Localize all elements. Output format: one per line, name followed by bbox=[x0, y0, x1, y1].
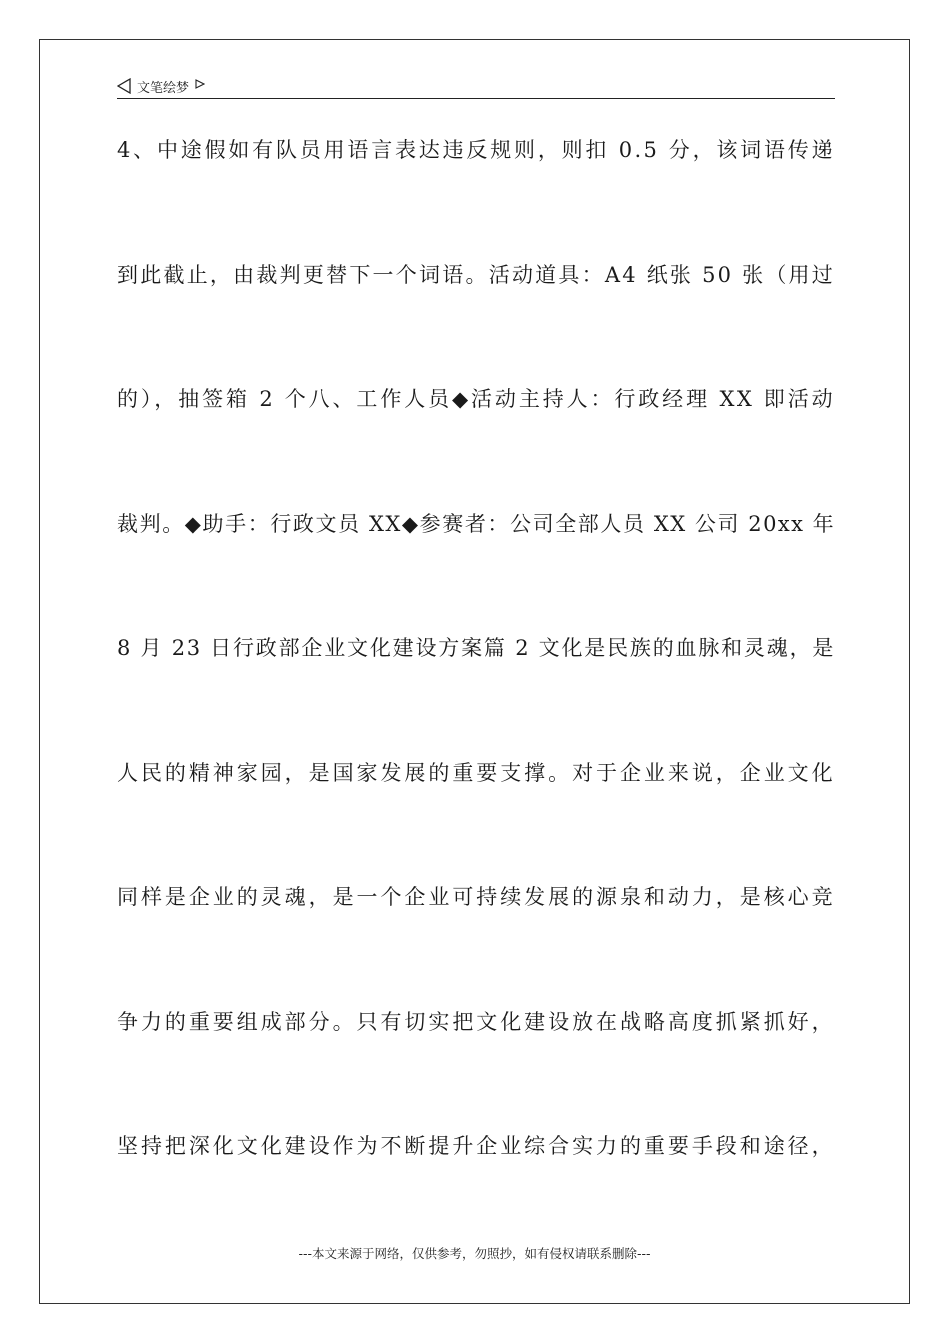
text-line: 同样是企业的灵魂，是一个企业可持续发展的源泉和动力，是核心竞 bbox=[117, 885, 835, 909]
body-text bbox=[117, 128, 835, 1249]
triangle-left-icon bbox=[117, 78, 131, 94]
text-line: 8 月 23 日行政部企业文化建设方案篇 2 文化是民族的血脉和灵魂，是 bbox=[117, 636, 835, 660]
text-line: 到此截止，由裁判更替下一个词语。活动道具：A4 纸张 50 张（用过 bbox=[117, 262, 835, 287]
text-line: 裁判。◆助手：行政文员 XX◆参赛者：公司全部人员 XX 公司 20xx 年 bbox=[117, 511, 835, 536]
page-header bbox=[117, 74, 835, 99]
footer-disclaimer: ---本文来源于网络，仅供参考，勿照抄，如有侵权请联系删除--- bbox=[298, 1246, 651, 1261]
text-line: 的），抽签箱 2 个八、工作人员◆活动主持人：行政经理 XX 即活动 bbox=[117, 387, 835, 411]
header-title: 文笔绘梦 bbox=[137, 80, 190, 96]
text-line: 4、中途假如有队员用语言表达违反规则，则扣 0.5 分，该词语传递 bbox=[117, 138, 835, 162]
text-line: 争力的重要组成部分。只有切实把文化建设放在战略高度抓紧抓好， bbox=[117, 1009, 835, 1034]
text-line: 人民的精神家园，是国家发展的重要支撑。对于企业来说，企业文化 bbox=[117, 760, 835, 785]
text-line: 坚持把深化文化建设作为不断提升企业综合实力的重要手段和途径， bbox=[117, 1134, 835, 1158]
triangle-right-icon bbox=[195, 78, 205, 88]
